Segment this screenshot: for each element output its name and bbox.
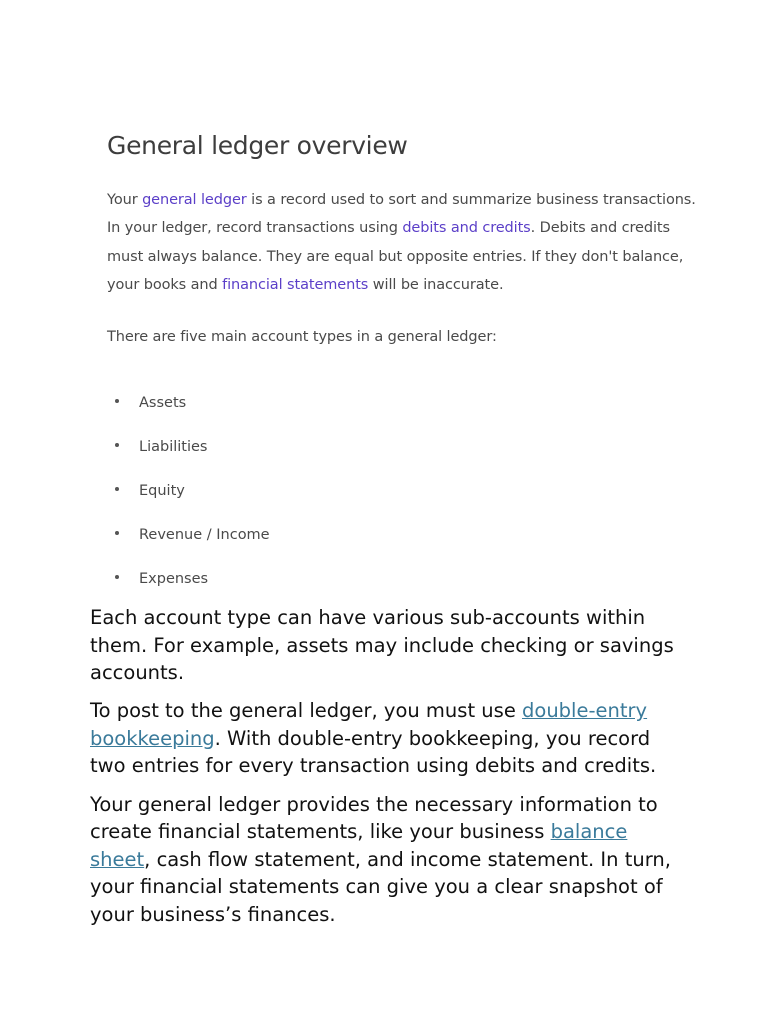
article-intro bbox=[107, 186, 697, 299]
paragraph-financial-statements bbox=[90, 791, 690, 929]
intro-text-1: Your bbox=[107, 192, 143, 208]
general-ledger-link: general ledger bbox=[142, 192, 247, 208]
bullet-icon bbox=[115, 531, 119, 535]
paragraph-double-entry bbox=[90, 697, 690, 780]
account-type-label: Assets bbox=[139, 395, 187, 411]
intro-text-2: is a record used to sort and summarize business transactions. In your ledger, record transactions using bbox=[107, 192, 696, 237]
list-item bbox=[115, 571, 208, 587]
list-item bbox=[115, 395, 186, 411]
account-type-label: Liabilities bbox=[139, 439, 208, 455]
paragraph-sub-accounts: Each account type can have various sub-accounts within them. For example, assets may include checking or savings accounts. bbox=[90, 606, 674, 685]
bullet-icon bbox=[115, 575, 119, 579]
bullet-icon bbox=[115, 399, 119, 403]
document-body bbox=[90, 604, 690, 939]
bullet-icon bbox=[115, 487, 119, 491]
account-type-label: Equity bbox=[139, 483, 185, 499]
intro-text-3: . Debits and credits must always balance. They are equal but opposite entries. If they don't balance, your books and bbox=[107, 220, 684, 293]
article-heading: General ledger overview bbox=[107, 131, 408, 160]
paragraph-text: To post to the general ledger, you must use bbox=[90, 699, 523, 723]
paragraph-text: . With double-entry bookkeeping, you record two entries for every transaction using debits and credits. bbox=[90, 726, 657, 778]
debits-credits-link: debits and credits bbox=[402, 220, 531, 237]
financial-statements-link: financial statements bbox=[222, 276, 369, 293]
list-item bbox=[115, 439, 207, 455]
account-type-label: Revenue / Income bbox=[139, 527, 270, 543]
paragraph-text: Your general ledger provides the necessary information to create financial statements, like your business bbox=[90, 792, 658, 844]
double-entry-bookkeeping-link[interactable]: double-entry bookkeeping bbox=[90, 699, 648, 750]
balance-sheet-link[interactable]: balance sheet bbox=[90, 820, 628, 871]
paragraph-text: , cash flow statement, and income statement. In turn, your financial statements can give you a clear snapshot of your business’s finances. bbox=[90, 847, 671, 926]
list-item bbox=[115, 483, 185, 499]
bullet-icon bbox=[115, 443, 119, 447]
account-types-intro: There are five main account types in a general ledger: bbox=[107, 329, 497, 345]
list-item bbox=[115, 527, 270, 543]
account-type-label: Expenses bbox=[139, 571, 209, 587]
intro-text-4: will be inaccurate. bbox=[368, 276, 504, 293]
